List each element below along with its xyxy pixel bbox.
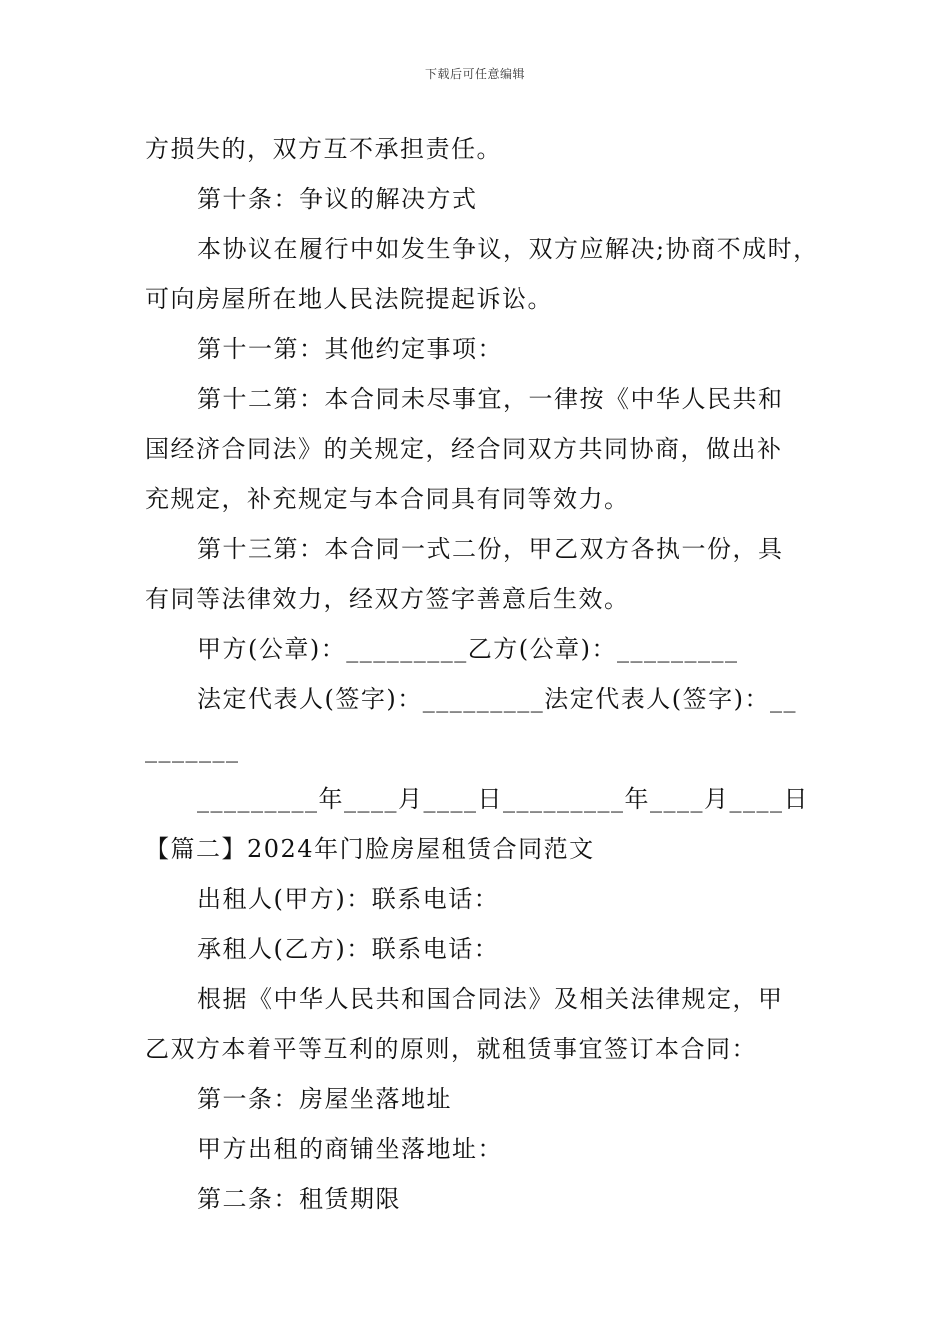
lessor-line: 出租人(甲方)：联系电话： bbox=[197, 885, 500, 913]
date-line: _________年____月____日_________年____月____日 bbox=[197, 785, 809, 813]
page-header: 下载后可任意编辑 bbox=[424, 67, 525, 81]
document-body bbox=[145, 124, 825, 1224]
section-title: 【篇二】2024年门脸房屋租赁合同范文 bbox=[145, 835, 595, 863]
article-10-heading: 第十条：争议的解决方式 bbox=[197, 185, 478, 213]
article-13-line: 第十三第：本合同一式二份，甲乙双方各执一份，具 bbox=[197, 535, 784, 563]
paragraph-line: 本协议在履行中如发生争议，双方应解决;协商不成时， bbox=[197, 235, 819, 263]
paragraph-line: 根据《中华人民共和国合同法》及相关法律规定，甲 bbox=[197, 985, 784, 1013]
lessee-line: 承租人(乙方)：联系电话： bbox=[197, 935, 500, 963]
article-11-heading: 第十一第：其他约定事项： bbox=[197, 335, 503, 363]
signature-blank-continuation: _______ bbox=[145, 735, 240, 763]
seal-signature-line: 甲方(公章)：_________乙方(公章)：_________ bbox=[197, 635, 739, 663]
article-1-heading: 第一条：房屋坐落地址 bbox=[197, 1085, 452, 1113]
representative-signature-line: 法定代表人(签字)：_________法定代表人(签字)：__ bbox=[197, 685, 797, 713]
paragraph-line: 有同等法律效力，经双方签字善意后生效。 bbox=[145, 585, 630, 613]
paragraph-line: 国经济合同法》的关规定，经合同双方共同协商，做出补 bbox=[145, 435, 783, 463]
address-line: 甲方出租的商铺坐落地址： bbox=[197, 1135, 503, 1163]
paragraph-line: 充规定，补充规定与本合同具有同等效力。 bbox=[145, 485, 630, 513]
paragraph-line: 可向房屋所在地人民法院提起诉讼。 bbox=[145, 285, 553, 313]
article-12-line: 第十二第：本合同未尽事宜，一律按《中华人民共和 bbox=[197, 385, 784, 413]
paragraph-line: 乙双方本着平等互利的原则，就租赁事宜签订本合同： bbox=[145, 1035, 757, 1063]
paragraph-line: 方损失的，双方互不承担责任。 bbox=[145, 135, 502, 163]
article-2-heading: 第二条：租赁期限 bbox=[197, 1185, 401, 1213]
